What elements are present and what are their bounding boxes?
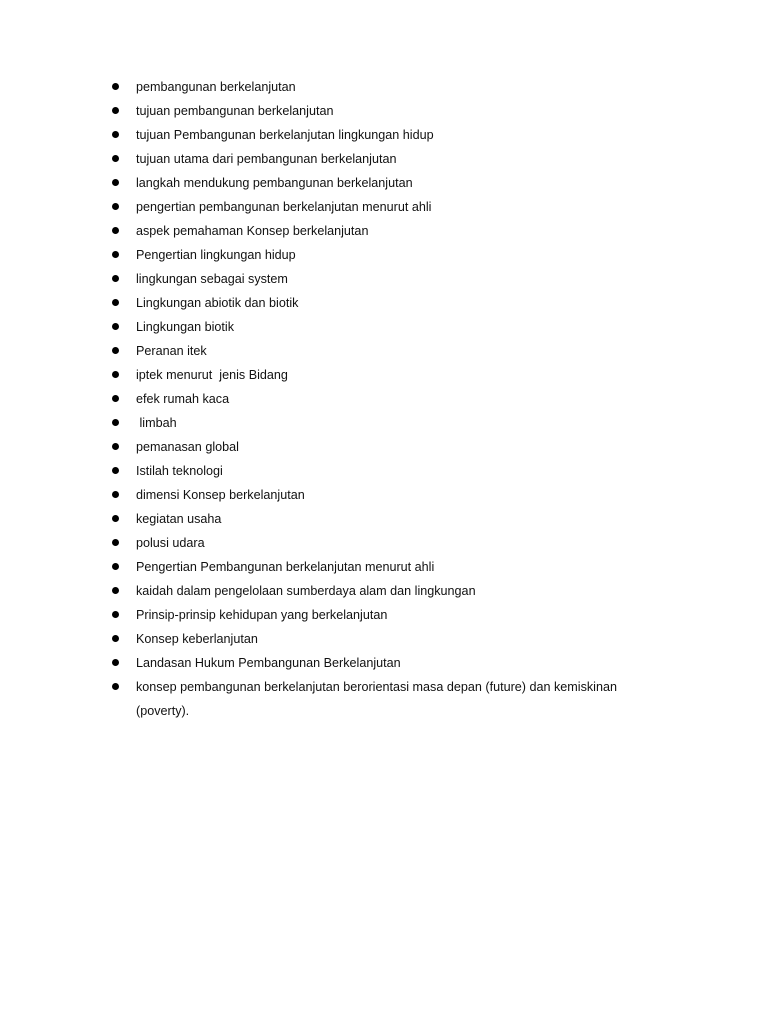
bullet-icon bbox=[112, 419, 119, 426]
list-item-text: efek rumah kaca bbox=[136, 392, 230, 406]
bullet-list bbox=[112, 75, 672, 723]
list-item bbox=[112, 243, 672, 267]
list-item bbox=[112, 339, 672, 363]
bullet-icon bbox=[112, 251, 119, 258]
bullet-icon bbox=[112, 587, 119, 594]
list-item-text: Lingkungan biotik bbox=[136, 320, 235, 334]
bullet-icon bbox=[112, 443, 119, 450]
bullet-icon bbox=[112, 395, 119, 402]
list-item bbox=[112, 147, 672, 171]
list-item-text: limbah bbox=[136, 416, 177, 430]
list-item bbox=[112, 99, 672, 123]
list-item bbox=[112, 627, 672, 651]
list-item-text: konsep pembangunan berkelanjutan berorientasi masa depan (future) dan kemiskinan (poverty). bbox=[136, 680, 621, 718]
list-item-text: aspek pemahaman Konsep berkelanjutan bbox=[136, 224, 369, 238]
list-item-text: tujuan utama dari pembangunan berkelanjutan bbox=[136, 152, 397, 166]
bullet-icon bbox=[112, 347, 119, 354]
bullet-icon bbox=[112, 563, 119, 570]
list-item bbox=[112, 411, 672, 435]
list-item bbox=[112, 531, 672, 555]
list-item bbox=[112, 267, 672, 291]
list-item bbox=[112, 507, 672, 531]
bullet-icon bbox=[112, 299, 119, 306]
list-item bbox=[112, 675, 672, 723]
list-item bbox=[112, 603, 672, 627]
list-item bbox=[112, 555, 672, 579]
list-item-text: Konsep keberlanjutan bbox=[136, 632, 258, 646]
list-item bbox=[112, 291, 672, 315]
list-item-text: Landasan Hukum Pembangunan Berkelanjutan bbox=[136, 656, 401, 670]
list-item-text: kegiatan usaha bbox=[136, 512, 222, 526]
list-item bbox=[112, 219, 672, 243]
list-item-text: polusi udara bbox=[136, 536, 205, 550]
list-item-text: tujuan pembangunan berkelanjutan bbox=[136, 104, 334, 118]
bullet-icon bbox=[112, 275, 119, 282]
list-item-text: Pengertian Pembangunan berkelanjutan menurut ahli bbox=[136, 560, 435, 574]
list-item-text: langkah mendukung pembangunan berkelanjutan bbox=[136, 176, 413, 190]
list-item-text: Lingkungan abiotik dan biotik bbox=[136, 296, 299, 310]
bullet-icon bbox=[112, 611, 119, 618]
list-item-text: pemanasan global bbox=[136, 440, 239, 454]
list-item-text: Pengertian lingkungan hidup bbox=[136, 248, 296, 262]
list-item bbox=[112, 651, 672, 675]
list-item bbox=[112, 459, 672, 483]
bullet-icon bbox=[112, 179, 119, 186]
list-item-text: Peranan itek bbox=[136, 344, 207, 358]
list-item-text: kaidah dalam pengelolaan sumberdaya alam dan lingkungan bbox=[136, 584, 476, 598]
list-item bbox=[112, 363, 672, 387]
list-item bbox=[112, 123, 672, 147]
list-item-text: Prinsip-prinsip kehidupan yang berkelanjutan bbox=[136, 608, 388, 622]
list-item-text: Istilah teknologi bbox=[136, 464, 223, 478]
bullet-icon bbox=[112, 131, 119, 138]
bullet-icon bbox=[112, 107, 119, 114]
bullet-icon bbox=[112, 371, 119, 378]
bullet-icon bbox=[112, 467, 119, 474]
list-item-text: iptek menurut jenis Bidang bbox=[136, 368, 288, 382]
bullet-icon bbox=[112, 659, 119, 666]
bullet-icon bbox=[112, 227, 119, 234]
list-item-text: tujuan Pembangunan berkelanjutan lingkungan hidup bbox=[136, 128, 434, 142]
list-item bbox=[112, 315, 672, 339]
bullet-icon bbox=[112, 635, 119, 642]
list-item bbox=[112, 75, 672, 99]
list-item bbox=[112, 387, 672, 411]
bullet-icon bbox=[112, 323, 119, 330]
bullet-icon bbox=[112, 515, 119, 522]
bullet-icon bbox=[112, 683, 119, 690]
bullet-icon bbox=[112, 155, 119, 162]
list-item bbox=[112, 483, 672, 507]
list-item bbox=[112, 171, 672, 195]
list-item bbox=[112, 435, 672, 459]
list-item-text: pengertian pembangunan berkelanjutan menurut ahli bbox=[136, 200, 432, 214]
list-item bbox=[112, 579, 672, 603]
bullet-icon bbox=[112, 203, 119, 210]
list-item-text: pembangunan berkelanjutan bbox=[136, 80, 296, 94]
bullet-icon bbox=[112, 491, 119, 498]
bullet-icon bbox=[112, 539, 119, 546]
list-item bbox=[112, 195, 672, 219]
list-item-text: lingkungan sebagai system bbox=[136, 272, 288, 286]
bullet-icon bbox=[112, 83, 119, 90]
list-item-text: dimensi Konsep berkelanjutan bbox=[136, 488, 305, 502]
